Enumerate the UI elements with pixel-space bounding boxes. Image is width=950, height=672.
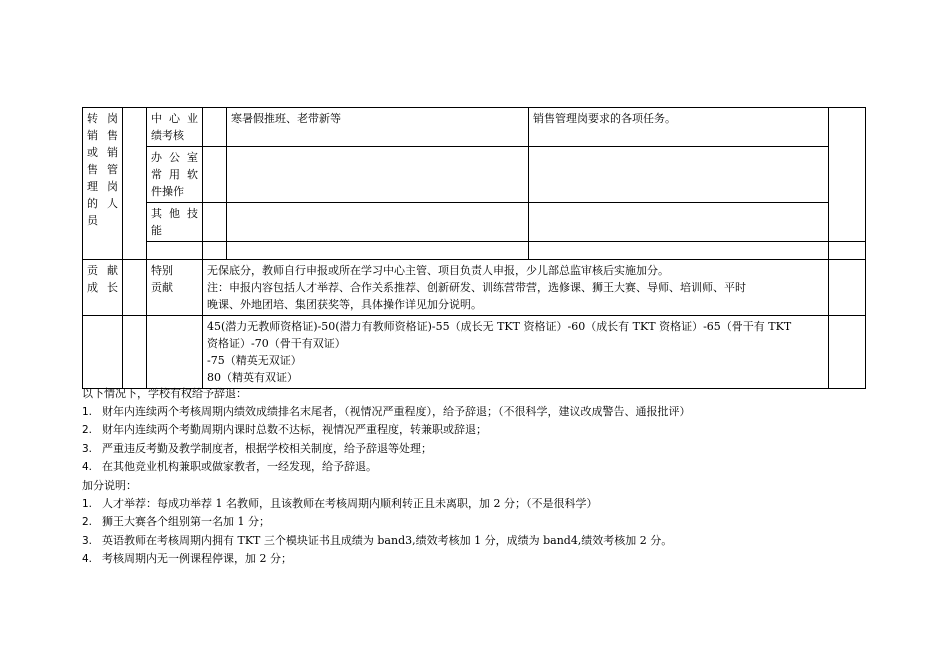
sub-category-line: 贡献	[151, 281, 173, 294]
empty-cell	[203, 108, 227, 147]
bonus-intro: 加分说明：	[82, 478, 137, 492]
list-item	[82, 495, 872, 514]
list-item	[82, 440, 872, 459]
empty-cell	[529, 203, 829, 242]
list-item	[82, 421, 872, 440]
table-row	[83, 242, 866, 260]
sub-category-line: 其他技	[151, 207, 198, 220]
empty-cell	[829, 316, 866, 389]
list-item	[82, 513, 872, 532]
score-line: 45(潜力无教师资格证)-50(潜力有教师资格证)-55（成长无 TKT 资格证）-60（成长有 TKT 资格证）-65（骨干有 TKT	[207, 320, 792, 333]
table-row	[83, 260, 866, 316]
empty-cell	[203, 242, 227, 260]
list-number: 2.	[82, 516, 93, 529]
list-text: 在其他竞业机构兼职或做家教者，一经发现，给予辞退。	[102, 460, 377, 474]
list-text: 英语教师在考核周期内拥有 TKT 三个模块证书且成绩为 band3,绩效考核加 1 分，成绩为 band4,绩效考核加 2 分。	[102, 533, 673, 547]
description-line: 无保底分，教师自行申报或所在学习中心主管、项目负责人申报，少儿部总监审核后实施加分。	[207, 264, 669, 277]
list-number: 4.	[82, 553, 93, 566]
list-item	[82, 458, 872, 477]
empty-cell	[227, 203, 529, 242]
sub-category-line: 绩考核	[151, 129, 184, 142]
list-number: 4.	[82, 461, 93, 474]
category-line: 成长	[87, 281, 118, 294]
sub-category-cell	[147, 203, 203, 242]
assessment-table	[82, 107, 866, 389]
sub-category-line: 特别	[151, 264, 173, 277]
empty-cell	[829, 242, 866, 260]
list-number: 1.	[82, 497, 93, 510]
empty-cell	[227, 242, 529, 260]
table-row	[83, 203, 866, 242]
table-row	[83, 108, 866, 147]
empty-cell	[203, 147, 227, 203]
empty-cell	[529, 147, 829, 203]
sub-category-line: 办公室	[151, 151, 198, 164]
category-line: 销售	[87, 129, 118, 142]
category-line: 转岗	[87, 112, 118, 125]
description-cell: 寒暑假推班、老带新等	[227, 108, 529, 147]
category-line: 理岗	[87, 180, 118, 193]
list-text: 严重违反考勤及教学制度者，根据学校相关制度，给予辞退等处理；	[102, 441, 432, 455]
category-line: 售管	[87, 163, 118, 176]
description-line: 注：申报内容包括人才举荐、合作关系推荐、创新研发、训练营带营，选修课、狮王大赛、导师、培训师、平时	[207, 281, 746, 294]
list-text: 考核周期内无一例课程停课，加 2 分；	[102, 552, 292, 566]
category-line: 或销	[87, 146, 118, 159]
category-cell	[83, 260, 123, 316]
score-line: 80（精英有双证）	[207, 371, 298, 384]
empty-cell	[83, 316, 123, 389]
sub-category-line: 能	[151, 224, 162, 237]
list-item	[82, 532, 872, 551]
score-line: -75（精英无双证）	[207, 354, 302, 367]
empty-cell	[529, 242, 829, 260]
score-line: 资格证）-70（骨干有双证）	[207, 337, 346, 350]
empty-cell	[123, 316, 147, 389]
dismissal-intro: 以下情况下，学校有权给予辞退：	[82, 387, 247, 400]
list-item	[82, 403, 872, 422]
score-levels-cell	[203, 316, 829, 389]
empty-cell	[829, 260, 866, 316]
empty-cell	[147, 316, 203, 389]
sub-category-line: 件操作	[151, 185, 184, 198]
list-item	[82, 550, 872, 569]
description-line: 晚课、外地团培、集团获奖等，具体操作详见加分说明。	[207, 298, 482, 311]
list-text: 财年内连续两个考勤周期内课时总数不达标，视情况严重程度，转兼职或辞退；	[102, 423, 487, 437]
list-number: 1.	[82, 405, 93, 418]
sub-category-line: 中心业	[151, 112, 198, 125]
empty-cell	[203, 203, 227, 242]
sub-category-cell	[147, 147, 203, 203]
sub-category-cell	[147, 260, 203, 316]
list-number: 3.	[82, 442, 93, 455]
table-row	[83, 316, 866, 389]
list-text: 财年内连续两个考核周期内绩效成绩排名末尾者，（视情况严重程度），给予辞退；（不很科学，建议改成警告、通报批评）	[102, 404, 691, 418]
sub-category-line: 常用软	[151, 168, 198, 181]
list-number: 3.	[82, 534, 93, 547]
empty-cell	[829, 108, 866, 242]
empty-cell	[227, 147, 529, 203]
list-number: 2.	[82, 424, 93, 437]
notes-section	[82, 385, 872, 569]
category-cell	[83, 108, 123, 260]
category-line: 的人	[87, 197, 118, 210]
category-line: 贡献	[87, 264, 118, 277]
special-contribution-cell	[203, 260, 829, 316]
list-text: 人才举荐：每成功举荐 1 名教师，且该教师在考核周期内顺利转正且未离职，加 2 分；（不是很科学）	[102, 496, 598, 510]
empty-cell	[123, 108, 147, 260]
list-text: 狮王大赛各个组别第一名加 1 分；	[102, 515, 270, 529]
table-row	[83, 147, 866, 203]
category-line: 员	[87, 214, 98, 227]
sub-category-cell	[147, 108, 203, 147]
requirement-cell: 销售管理岗要求的各项任务。	[529, 108, 829, 147]
empty-cell	[147, 242, 203, 260]
empty-cell	[123, 260, 147, 316]
